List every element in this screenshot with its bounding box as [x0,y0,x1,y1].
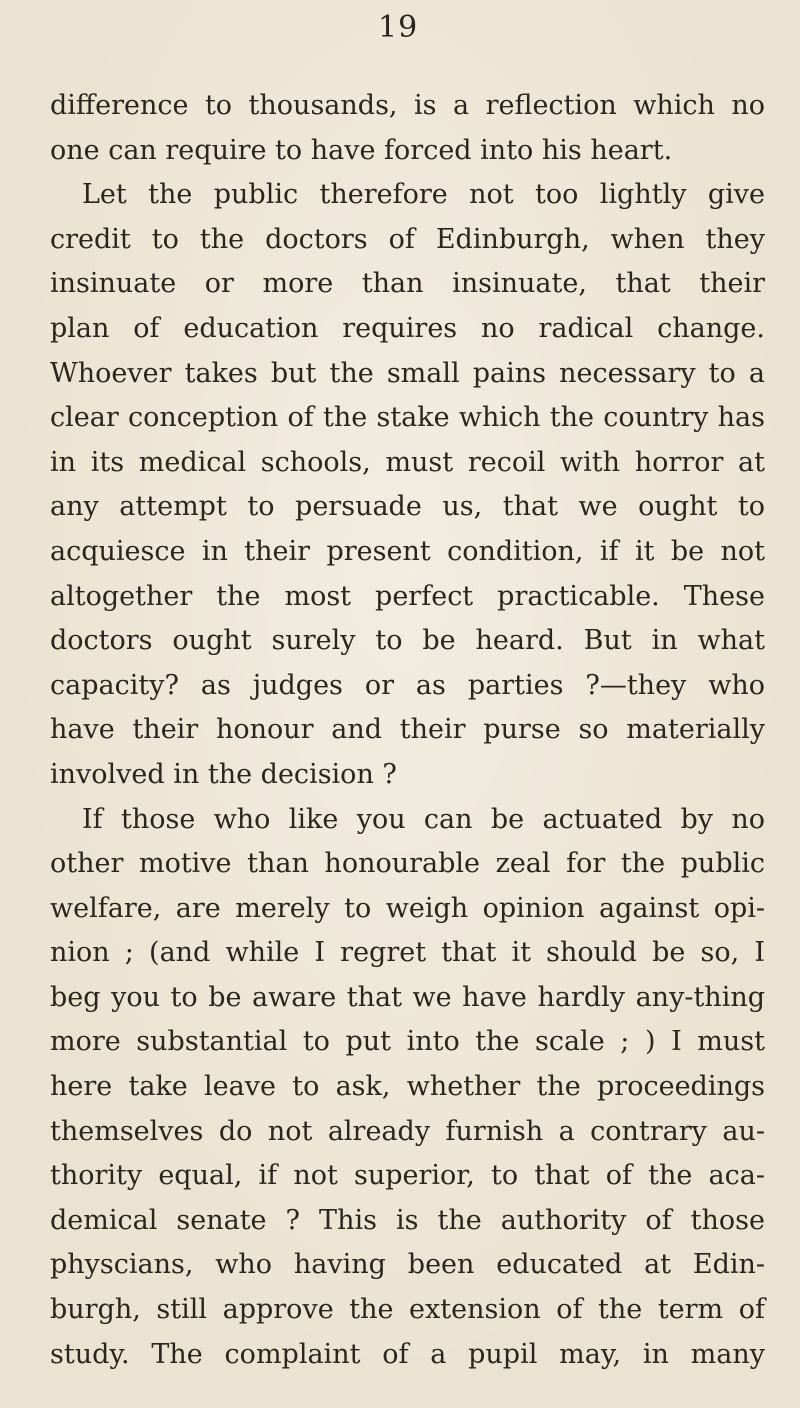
text-line: here take leave to ask, whether the proceedings [50,1071,765,1103]
text-line: altogether the most perfect practicable. These [50,580,765,612]
text-line: thority equal, if not superior, to that of the aca- [50,1160,765,1192]
text-line: insinuate or more than insinuate, that their [50,268,765,300]
page-number: 19 [378,10,419,45]
text-line: capacity? as judges or as parties ?—they who [50,669,765,701]
text-line: welfare, are merely to weigh opinion against opi- [50,892,765,924]
text-line: burgh, still approve the extension of the term of [50,1294,765,1326]
text-line: difference to thousands, is a reflection which no [50,90,765,121]
text-line: credit to the doctors of Edinburgh, when they [50,223,765,255]
text-line: Whoever takes but the small pains necessary to a [50,357,765,389]
text-line: other motive than honourable zeal for the public [50,848,765,880]
text-line: in its medical schools, must recoil with horror at [50,446,765,478]
text-line: beg you to be aware that we have hardly any-thing [50,981,765,1013]
text-line: have their honour and their purse so materially [50,714,765,746]
body-text [50,84,765,1377]
text-line: clear conception of the stake which the country has [50,402,765,434]
text-line: doctors ought surely to be heard. But in what [50,625,765,657]
text-line: themselves do not already furnish a contrary au- [50,1115,765,1147]
text-line: study. The complaint of a pupil may, in many [50,1338,765,1370]
text-line: demical senate ? This is the authority of those [50,1204,765,1236]
text-line: nion ; (and while I regret that it should be so, I [50,937,765,969]
text-line: one can require to have forced into his heart. [50,134,673,166]
paragraph-start-line: Let the public therefore not too lightly give [82,179,765,211]
text-line: plan of education requires no radical change. [50,312,765,344]
paragraph-start-line: If those who like you can be actuated by no [82,803,765,835]
text-line: any attempt to persuade us, that we ought to [50,491,765,523]
text-line: physcians, who having been educated at Edin- [50,1249,765,1281]
text-line: more substantial to put into the scale ; ) I must [50,1026,765,1058]
text-line: acquiesce in their present condition, if it be not [50,535,765,567]
text-line: involved in the decision ? [50,758,397,790]
